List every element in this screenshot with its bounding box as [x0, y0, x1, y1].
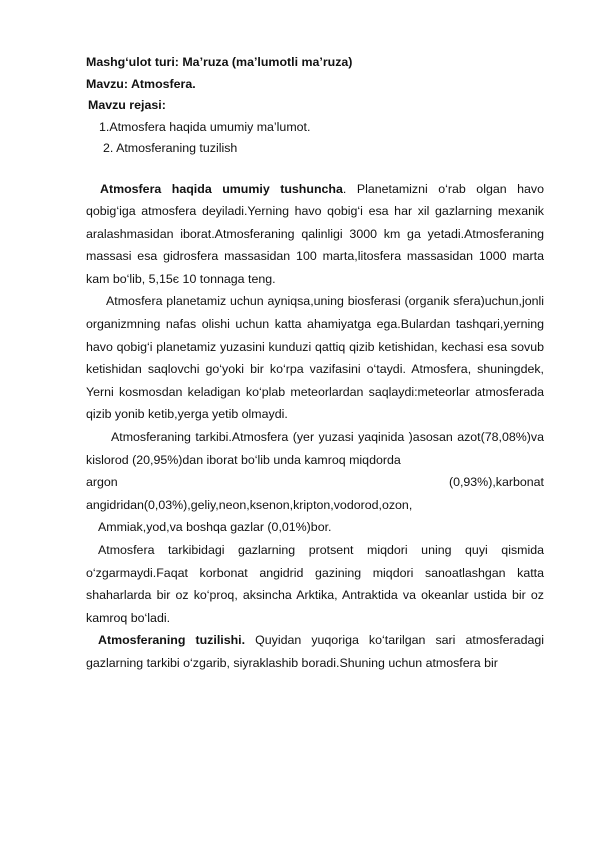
paragraph-gas-percentages: Atmosfera tarkibidagi gazlarning protsent miqdori uning quyi qismida o‘zgarmaydi.Faqat korbonat angidrid gazining miqdori sanoatlashgan katta shaharlarda bir oz ko‘proq, aksincha Arktika, Antraktida va okeanlar ustida bir oz kamroq bo‘ladi.	[86, 543, 544, 625]
paragraph-composition: Atmosferaning tarkibi.Atmosfera (yer yuzasi yaqinida )asosan azot(78,08%)va kislorod (20,95%)dan iborat bo‘lib unda kamroq miqdorda	[86, 430, 544, 467]
paragraph-structure-text: Quyidan yuqoriga ko‘tarilgan sari atmosferadagi gazlarning tarkibi o‘zgarib, siyraklashib boradi.Shuning uchun atmosfera bir	[86, 633, 545, 670]
paragraph-structure	[86, 629, 544, 674]
section-heading-structure: Atmosferaning tuzilishi.	[98, 633, 246, 648]
composition-gases-line: angidridan(0,03%),geliy,neon,ksenon,kripton,vodorod,ozon,	[86, 497, 413, 512]
paragraph-general-text: . Planetamizni o‘rab olgan havo qobig‘iga atmosfera deyiladi.Yerning havo qobig‘i esa har xil gazlarning mexanik aralashmasidan iborat.Atmosferaning qalinligi 3000 km ga yetadi.Atmosferaning massasi esa gidrosfera massasidan 100 marta,litosfera massasidan 1000 marta kam bo‘lib, 5,15є 10 tonnaga teng.	[86, 181, 544, 286]
plan-item-2: 2. Atmosferaning tuzilish	[103, 141, 238, 155]
lesson-type-heading: Mashg‘ulot turi: Ma’ruza (ma’lumotli ma’ruza)	[86, 55, 353, 69]
paragraph-general-info	[86, 178, 544, 291]
topic-heading: Mavzu: Atmosfera.	[86, 76, 196, 91]
argon-value: (0,93%),karbonat	[448, 475, 544, 490]
plan-title: Mavzu rejasi:	[88, 98, 166, 112]
argon-word: argon	[86, 475, 118, 490]
plan-item-1: 1.Atmosfera haqida umumiy ma’lumot.	[99, 119, 311, 134]
section-heading-general: Atmosfera haqida umumiy tushuncha	[100, 181, 343, 196]
paragraph-importance: Atmosfera planetamiz uchun ayniqsa,uning biosferasi (organik sfera)uchun,jonli organizmning nafas olishi uchun katta ahamiyatga ega.Bulardan tashqari,yerning havo qobig‘i planetamiz yuzasini kunduzi qattiq qizib ketishidan, kechasi esa sovub ketishidan saqlovchi go‘yoki bir ko‘rpa vazifasini o‘taydi. Atmosfera, shuningdek, Yerni kosmosdan keladigan ko‘plab meteorlardan saqlaydi:meteorlar atmosferada qizib yonib ketib,yerga yetib olmaydi.	[86, 294, 544, 422]
composition-other-gases: Ammiak,yod,va boshqa gazlar (0,01%)bor.	[98, 520, 332, 535]
composition-argon-line	[86, 471, 544, 494]
